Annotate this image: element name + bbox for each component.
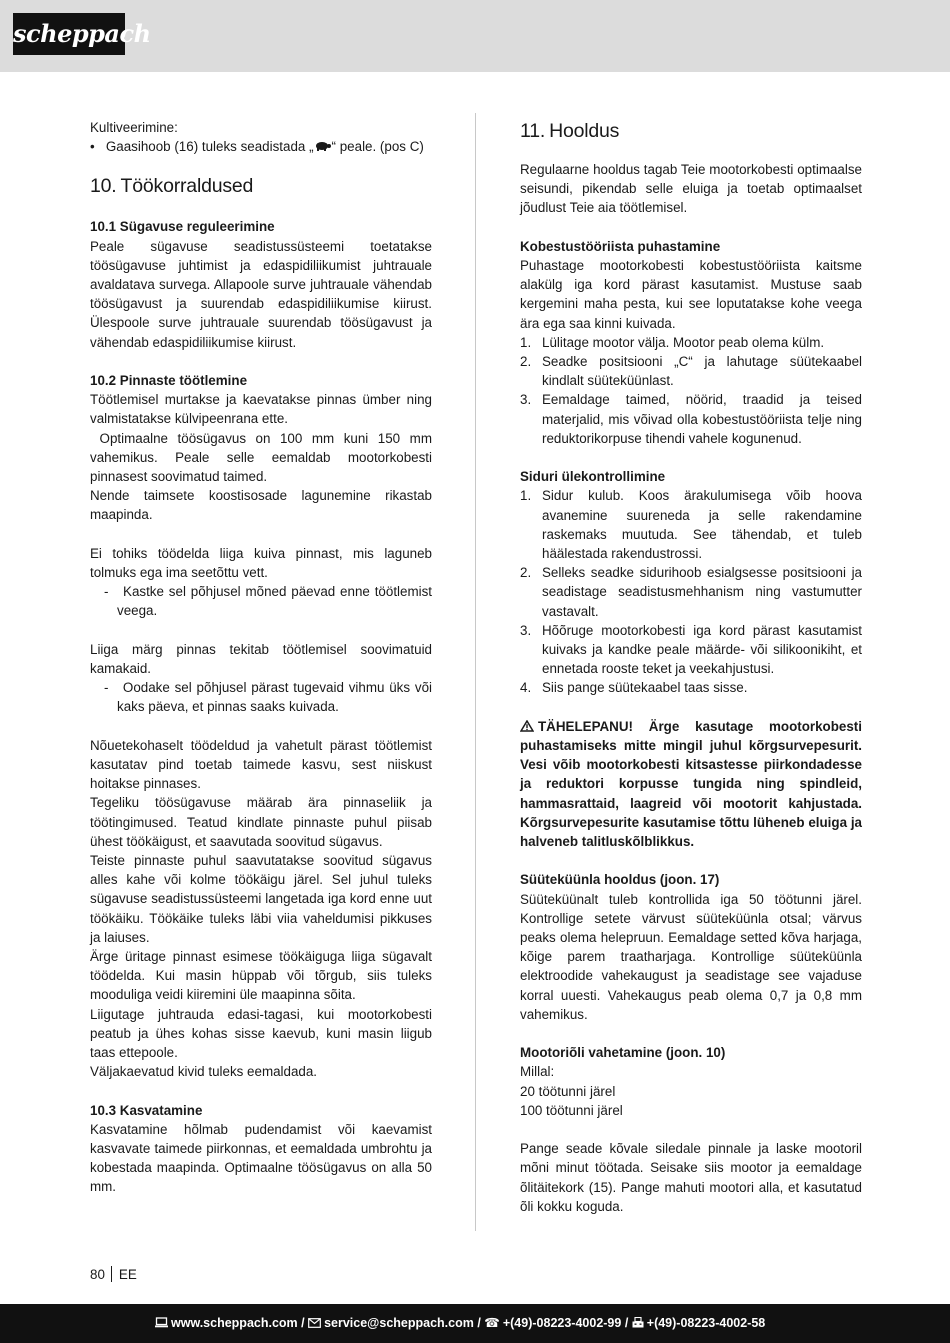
warning-triangle-icon bbox=[520, 720, 534, 732]
section-10-2-p7: Tegeliku töösügavuse määrab ära pinnaseliik ja töötingimused. Teatud kindlate pinnaste puhul piisab ühest töökäigust, et saavutada soovitud sügavus. bbox=[90, 795, 432, 849]
turtle-icon bbox=[314, 141, 332, 152]
list-item: 4. Siis pange süütekaabel taas sisse. bbox=[520, 680, 748, 696]
right-column bbox=[520, 118, 862, 1216]
computer-icon bbox=[155, 1317, 168, 1328]
section-10-2-p9: Ärge üritage pinnast esimese töökäiguga liiga sügavalt töödelda. Kui masin hüppab või tõrgub, siis tuleks mooduliga veidi kiiremini üle maapinna sõita. bbox=[90, 949, 432, 1003]
oil-interval-1: 20 töötunni järel bbox=[520, 1083, 616, 1099]
list-item: 3. Eemaldage taimed, nöörid, traadid ja teised materjalid, mis võivad olla kobestustööriista telje ning reduktorikorpuse tihendi vahele kogunenud. bbox=[520, 392, 862, 446]
section-10-2-p8: Teiste pinnaste puhul saavutatakse soovitud sügavus alles kahe või kolme töökäigu järel. Sel juhul tuleks sügavuse seadistussüsteemi langetada iga kord enne uut töökäiku. Töökäike tuleks läbi viia vaheldumisi pikkuses ja laiuses. bbox=[90, 853, 432, 945]
oil-when: Millal: bbox=[520, 1064, 555, 1080]
list-item: 2. Selleks seadke sidurihoob esialgsesse positsiooni ja seadistage seadistusmehhanism ning vastumutter vastavalt. bbox=[520, 565, 862, 619]
section-10-1-title: 10.1 Sügavuse reguleerimine bbox=[90, 219, 275, 235]
section-10-2-p2: Optimaalne töösügavus on 100 mm kuni 150 mm vahemikus. Peale selle eemaldab mootorkobesti pinnasest soovimatud taimed. bbox=[90, 430, 436, 485]
contact-band bbox=[0, 1304, 950, 1343]
section-11-title: 11. Hooldus bbox=[520, 120, 620, 142]
section-10-2-p1: Töötlemisel murtakse ja kaevatakse pinnas ümber ning valmistatakse külvipeenrana ette. bbox=[90, 392, 432, 427]
section-10-2-p3: Nende taimsete koostisosade lagunemine rikastab maapinda. bbox=[90, 488, 432, 523]
phone-icon: ☎ bbox=[484, 1316, 500, 1330]
phone-number[interactable]: +(49)-08223-4002-99 bbox=[502, 1316, 622, 1330]
oil-change-title: Mootoriõli vahetamine (joon. 10) bbox=[520, 1045, 726, 1061]
left-column bbox=[90, 118, 436, 1197]
section-10-2-p5: Liiga märg pinnas tekitab töötlemisel soovimatuid kamakaid. bbox=[90, 641, 432, 677]
website-link[interactable]: www.scheppach.com bbox=[171, 1316, 298, 1330]
cleaning-steps bbox=[520, 333, 862, 448]
section-10-2-p11: Väljakaevatud kivid tuleks eemaldada. bbox=[90, 1064, 318, 1080]
clutch-title: Siduri ülekontrollimine bbox=[520, 469, 666, 485]
list-item: 1. Lülitage mootor välja. Mootor peab olema külm. bbox=[520, 334, 825, 350]
cleaning-title: Kobestustööriista puhastamine bbox=[520, 238, 721, 254]
intro-bullet: • Gaasihoob (16) tuleks seadistada „ “ peale. (pos C) bbox=[90, 139, 424, 155]
column-divider bbox=[475, 113, 476, 1231]
spark-plug-title: Süüteküünla hooldus (joon. 17) bbox=[520, 872, 720, 888]
section-10-2-dash-2: - Oodake sel põhjusel pärast tugevaid vihmu üks või kaks päeva, et pinnas saaks kuivada. bbox=[104, 680, 432, 715]
clutch-steps bbox=[520, 486, 862, 697]
page-number: 80 bbox=[90, 1267, 105, 1282]
email-icon bbox=[308, 1318, 321, 1328]
contact-line: www.scheppach.com / service@scheppach.com / ☎ +(49)-08223-4002-99 / +(49)-08223-4002-58 bbox=[155, 1315, 765, 1332]
section-10-2-dash-1: - Kastke sel põhjusel mõned päevad enne töötlemist veega. bbox=[104, 584, 433, 619]
section-10-2-title: 10.2 Pinnaste töötlemine bbox=[90, 373, 248, 389]
oil-interval-2: 100 töötunni järel bbox=[520, 1102, 623, 1118]
section-10-title: 10. Töökorraldused bbox=[90, 175, 254, 198]
intro-label: Kultiveerimine: bbox=[90, 120, 178, 135]
section-10-2-p10: Liigutage juhtrauda edasi-tagasi, kui mootorkobesti peatub ja ühes kohas sisse kaevub, kuni masin liigub taas ettepoole. bbox=[90, 1006, 432, 1061]
section-11-intro: Regulaarne hooldus tagab Teie mootorkobesti optimaalse seisundi, pikendab selle eluiga ja toetab optimaalset jõudlust Teie aia töötlemisel. bbox=[520, 162, 862, 216]
fax-icon bbox=[632, 1317, 644, 1328]
list-item: 1. Sidur kulub. Koos ärakulumisega võib hoova avanemine suureneda ja selle rakendamine raskemaks muutuda. See tähendab, et tuleb häälestada rakendustrossi. bbox=[520, 488, 862, 562]
list-item: 2. Seadke positsiooni „C“ ja lahutage süütekaabel kindlalt süüteküünlast. bbox=[520, 354, 862, 389]
spark-plug-text: Süüteküünalt tuleb kontrollida iga 50 töötunni järel. Kontrollige setete värvust süüteküünla otsal; värvus peaks olema helepruun. Eemaldage setted kõva harjaga, kõige parem traatharjaga. Kontrollige süüteküünla elektroodide vahekaugust ja seadistage see vajaduse korral uuesti. Vahekaugus peab olema 0,7 ja 0,8 mm vahemikus. bbox=[520, 891, 862, 1022]
section-10-3-title: 10.3 Kasvatamine bbox=[90, 1102, 203, 1118]
fax-number: +(49)-08223-4002-58 bbox=[646, 1316, 766, 1330]
oil-change-text: Pange seade kõvale siledale pinnale ja laske mootoril mõni minut töötada. Seisake siis mootor ja eemaldage õlitäitekork (15). Pange mahuti mootori alla, et kasutatud õli kokku koguda. bbox=[520, 1141, 862, 1214]
email-link[interactable]: service@scheppach.com bbox=[324, 1316, 474, 1330]
section-10-1-text: Peale sügavuse seadistussüsteemi toetatakse töösügavuse juhtimist ja edaspidiliikumist juhtrauale avaldatava survega. Allapoole surve juhtrauale vähendab töösügavust ja suurendab edaspidiliikumise kiirust. Ülespoole surve juhtrauale suurendab töösügavust ja vähendab edaspidiliikumise kiirust. bbox=[90, 238, 432, 350]
section-10-2-p6: Nõuetekohaselt töödeldud ja vahetult pärast töötlemist kasutatav pind toetab taimede kasvu, sest niiskust hoitakse pinnases. bbox=[90, 737, 432, 792]
cleaning-text: Puhastage mootorkobesti kobestustööriista kaitsme alakülg iga kord pärast kasutamist. Mustuse saab kergemini maha pesta, kui see loputatakse kohe veega ära ega saa kinni kuivada. bbox=[520, 258, 862, 331]
scheppach-logo: scheppach bbox=[13, 13, 125, 55]
section-10-3-text: Kasvatamine hõlmab pudendamist või kaevamist kasvavate taimede piirkonnas, et eemaldada umbrohtu ja kobestada maapinda. Optimaalne töösügavus on alla 50 mm. bbox=[90, 1121, 432, 1195]
list-item: 3. Hõõruge mootorkobesti iga kord pärast kasutamist kuivaks ja kandke peale määrde- või silikoonikiht, et ennetada rooste teket ja veekahjustusi. bbox=[520, 622, 862, 677]
page-footer bbox=[90, 1265, 137, 1284]
warning-paragraph: TÄHELEPANU! Ärge kasutage mootorkobesti puhastamiseks mitte mingil juhul kõrgsurvepesurit. Vesi võib mootorkobesti kitsastesse piirkondadesse ja reduktori korpusse tungida ning spindleid, hammasrattaid, laagreid või mootorit kahjustada. Kõrgsurvepesurite kasutamise tõttu lüheneb eluiga ja halveneb talitluskõlblikkus. bbox=[520, 718, 862, 850]
section-10-2-p4: Ei tohiks töödelda liiga kuiva pinnast, mis laguneb tolmuks ega ima seetõttu vett. bbox=[90, 545, 432, 581]
language-code: EE bbox=[118, 1267, 137, 1282]
header-band bbox=[0, 0, 950, 72]
